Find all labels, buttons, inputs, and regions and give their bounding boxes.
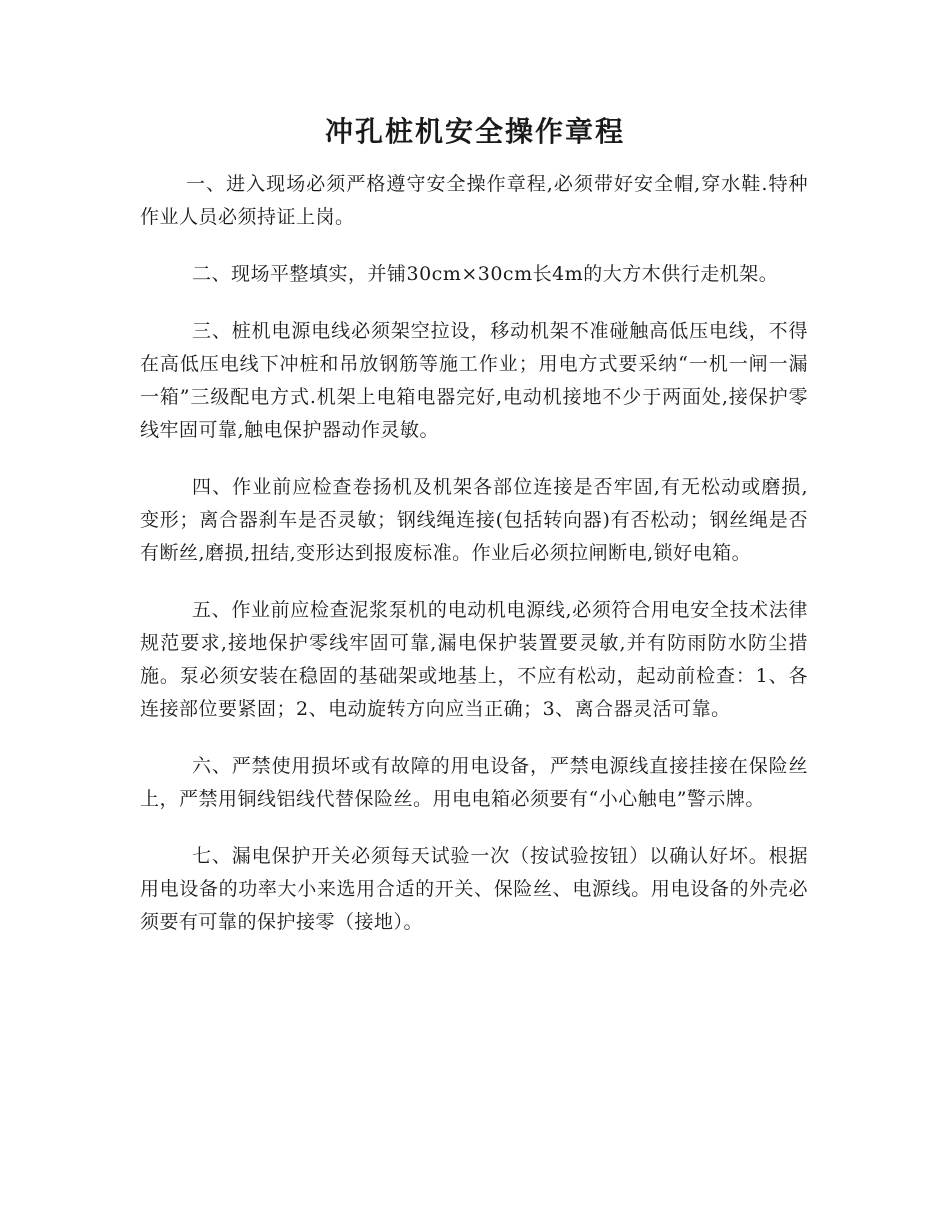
document-body xyxy=(140,168,808,963)
paragraph-2: 二、现场平整填实，并铺30cm×30cm长4m的大方木供行走机架。 xyxy=(192,263,779,285)
paragraph-6: 六、严禁使用损坏或有故障的用电设备，严禁电源线直接挂接在保险丝上，严禁用铜线铝线代替保险丝。用电电箱必须要有“小心触电”警示牌。 xyxy=(140,755,808,810)
paragraph-3: 三、桩机电源电线必须架空拉设，移动机架不准碰触高低压电线，不得在高低压电线下冲桩和吊放钢筋等施工作业；用电方式要采纳“一机一闸一漏一箱”三级配电方式.机架上电箱电器完好,电动机接地不少于两面处,接保护零线牢固可靠,触电保护器动作灵敏。 xyxy=(140,320,808,441)
paragraph-4: 四、作业前应检查卷扬机及机架各部位连接是否牢固,有无松动或磨损,变形；离合器刹车是否灵敏；钢线绳连接(包括转向器)有否松动；钢丝绳是否有断丝,磨损,扭结,变形达到报废标准。作业后必须拉闸断电,锁好电箱。 xyxy=(140,476,808,564)
paragraph-7: 七、漏电保护开关必须每天试验一次（按试验按钮）以确认好坏。根据用电设备的功率大小来选用合适的开关、保险丝、电源线。用电设备的外壳必须要有可靠的保护接零（接地）。 xyxy=(140,845,808,933)
paragraph-1: 一、进入现场必须严格遵守安全操作章程,必须带好安全帽,穿水鞋.特种作业人员必须持证上岗。 xyxy=(140,173,808,228)
document-title: 冲孔桩机安全操作章程 xyxy=(324,115,625,148)
paragraph-5: 五、作业前应检查泥浆泵机的电动机电源线,必须符合用电安全技术法律规范要求,接地保护零线牢固可靠,漏电保护装置要灵敏,并有防雨防水防尘措施。泵必须安装在稳固的基础架或地基上，不应有松动，起动前检查：1、各连接部位要紧固；2、电动旋转方向应当正确；3、离合器灵活可靠。 xyxy=(140,599,808,720)
